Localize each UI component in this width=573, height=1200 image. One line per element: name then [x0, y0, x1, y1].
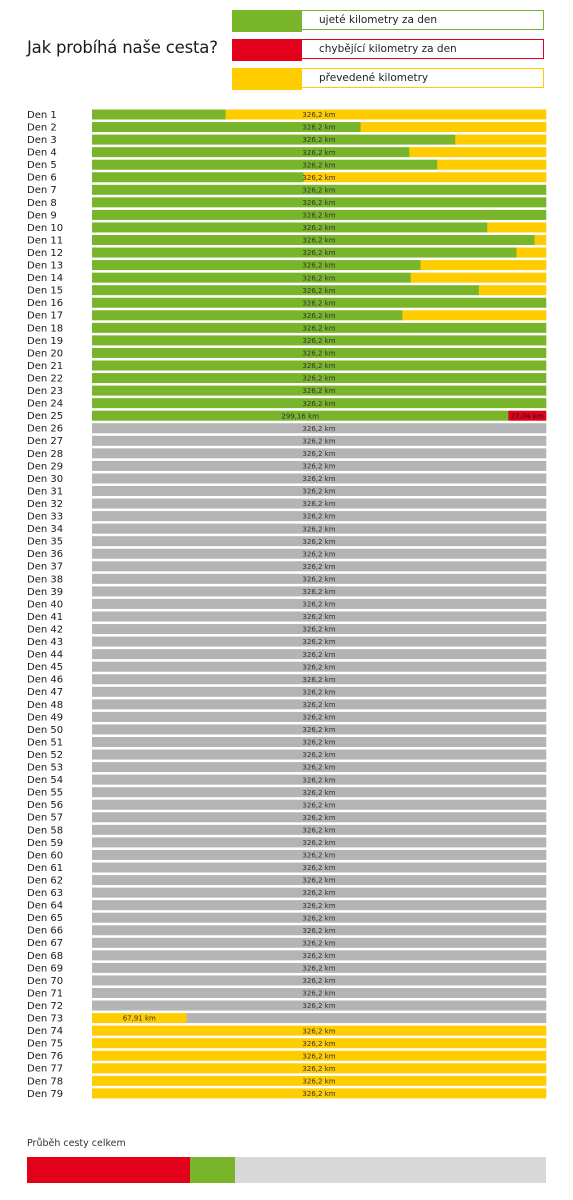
bar-driven-den-17 [92, 310, 403, 320]
bar-value-label-den-5: 326,2 km [302, 161, 336, 170]
day-label-den-31: Den 31 [27, 486, 64, 498]
day-label-den-62: Den 62 [27, 875, 64, 887]
day-label-den-56: Den 56 [27, 800, 64, 812]
day-label-den-23: Den 23 [27, 386, 64, 397]
bar-carried-den-3 [455, 135, 546, 145]
day-label-den-7: Den 7 [27, 185, 57, 197]
day-label-den-47: Den 47 [27, 687, 64, 699]
day-label-den-61: Den 61 [27, 862, 64, 874]
day-label-den-27: Den 27 [27, 436, 64, 448]
bar-carried-den-11 [535, 235, 547, 245]
day-label-den-64: Den 64 [27, 900, 64, 912]
day-label-den-34: Den 34 [27, 524, 64, 536]
bar-value-label-den-31: 326,2 km [302, 487, 336, 496]
day-label-den-15: Den 15 [27, 285, 64, 297]
bar-value-label-den-70: 326,2 km [302, 977, 336, 986]
bar-value-label-den-10: 326,2 km [302, 224, 336, 233]
day-label-den-59: Den 59 [27, 837, 64, 849]
bar-value-label-den-4: 326,2 km [302, 148, 336, 157]
day-label-den-36: Den 36 [27, 549, 64, 561]
day-label-den-72: Den 72 [27, 1000, 64, 1012]
bar-value-label-den-9: 326,2 km [302, 211, 336, 220]
bar-value-label-den-29: 326,2 km [302, 462, 336, 471]
bar-value-label-den-32: 326,2 km [302, 500, 336, 509]
bar-value-label-den-49: 326,2 km [302, 713, 336, 722]
bar-value-label-den-39: 326,2 km [302, 588, 336, 596]
bar-value-label-den-62: 326,2 km [302, 876, 336, 885]
day-label-den-76: Den 76 [27, 1051, 64, 1063]
bar-value-label-den-20: 326,2 km [302, 349, 336, 358]
bar-value-label-den-59: 326,2 km [302, 839, 336, 847]
bar-driven-den-4 [92, 147, 410, 157]
day-label-den-21: Den 21 [27, 360, 64, 372]
bar-value-label-den-58: 326,2 km [302, 826, 336, 835]
day-label-den-19: Den 19 [27, 335, 64, 347]
bar-value-label-den-18: 326,2 km [302, 324, 336, 333]
bar-value-label-den-47: 326,2 km [302, 688, 336, 697]
total-label: Průběh cesty celkem [27, 1138, 126, 1149]
day-label-den-52: Den 52 [27, 749, 64, 761]
bar-value-label-den-43: 326,2 km [302, 638, 336, 647]
bar-value-label-den-75: 326,2 km [302, 1039, 336, 1048]
bar-value-label-den-8: 326,2 km [302, 198, 336, 207]
bar-value-label-den-42: 326,2 km [302, 625, 336, 634]
bar-value-label-den-16: 326,2 km [302, 299, 336, 308]
day-label-den-5: Den 5 [27, 160, 57, 172]
day-label-den-11: Den 11 [27, 235, 64, 247]
day-label-den-38: Den 38 [27, 574, 64, 586]
bar-value-label-den-74: 326,2 km [302, 1027, 336, 1036]
bar-value-label-den-28: 326,2 km [302, 449, 336, 458]
bar-value-label-den-50: 326,2 km [302, 726, 336, 735]
day-label-den-68: Den 68 [27, 950, 64, 962]
bar-value-label-den-46: 326,2 km [302, 675, 336, 684]
bar-driven-den-15 [92, 285, 479, 295]
bar-carried-den-2 [361, 122, 547, 132]
day-label-den-50: Den 50 [27, 724, 64, 736]
bar-value-label-den-45: 326,2 km [302, 663, 336, 672]
day-label-den-18: Den 18 [27, 323, 64, 335]
day-label-den-77: Den 77 [27, 1063, 64, 1075]
day-label-den-71: Den 71 [27, 988, 64, 1000]
bar-value-label-den-12: 326,2 km [302, 249, 336, 258]
bar-value-label-den-25: 299,16 km [281, 412, 319, 421]
day-label-den-70: Den 70 [27, 975, 64, 987]
day-label-den-65: Den 65 [27, 913, 64, 925]
day-label-den-40: Den 40 [27, 599, 64, 611]
day-label-den-20: Den 20 [27, 348, 64, 360]
bar-carried-den-14 [411, 273, 547, 283]
total-segment-red [27, 1157, 190, 1183]
day-label-den-29: Den 29 [27, 461, 64, 473]
bar-carried-den-15 [479, 285, 546, 295]
day-label-den-33: Den 33 [27, 511, 64, 523]
day-label-den-79: Den 79 [27, 1088, 64, 1100]
bar-value-label-den-24: 326,2 km [302, 399, 336, 408]
day-label-den-35: Den 35 [27, 536, 64, 548]
bar-value-label-den-51: 326,2 km [302, 738, 336, 747]
day-label-den-17: Den 17 [27, 310, 64, 322]
day-label-den-39: Den 39 [27, 586, 64, 598]
day-label-den-13: Den 13 [27, 260, 64, 272]
bar-value-label-den-13: 326,2 km [302, 261, 336, 270]
bar-value-label-den-54: 326,2 km [302, 776, 336, 785]
bar-value-label-den-66: 326,2 km [302, 926, 336, 935]
day-label-den-57: Den 57 [27, 812, 64, 824]
bar-value-label-den-21: 326,2 km [302, 362, 336, 371]
bar-value-label-den-52: 326,2 km [302, 751, 336, 760]
day-label-den-78: Den 78 [27, 1076, 64, 1088]
bar-value-label-den-6: 326,2 km [302, 173, 336, 182]
day-label-den-3: Den 3 [27, 135, 57, 146]
bar-value-label-den-37: 326,2 km [302, 562, 336, 571]
bar-value-label-den-11: 326,2 km [302, 236, 336, 245]
day-label-den-32: Den 32 [27, 498, 64, 510]
bar-value-label-den-63: 326,2 km [302, 889, 336, 898]
bar-value-label-den-23: 326,2 km [302, 387, 336, 396]
bar-value-label-den-22: 326,2 km [302, 374, 336, 383]
legend-label-carried: převedené kilometry [319, 72, 429, 84]
bar-carried-den-6 [304, 172, 547, 182]
page-title: Jak probíhá naše cesta? [27, 38, 218, 57]
day-label-den-75: Den 75 [27, 1038, 64, 1050]
day-label-den-46: Den 46 [27, 674, 64, 686]
day-label-den-67: Den 67 [27, 938, 64, 950]
total-segment-gray [235, 1157, 546, 1183]
day-label-den-22: Den 22 [27, 373, 64, 385]
total-segment-green [190, 1157, 234, 1183]
day-label-den-2: Den 2 [27, 122, 57, 134]
day-label-den-24: Den 24 [27, 398, 64, 410]
day-label-den-42: Den 42 [27, 624, 64, 636]
day-label-den-26: Den 26 [27, 423, 64, 435]
bar-value-label-den-33: 326,2 km [302, 512, 336, 521]
bar-value-label-den-79: 326,2 km [302, 1090, 336, 1098]
bar-value-label-den-60: 326,2 km [302, 851, 336, 860]
day-label-den-41: Den 41 [27, 611, 64, 623]
day-label-den-10: Den 10 [27, 222, 64, 234]
bar-driven-den-6 [92, 172, 304, 182]
bar-value-label-den-26: 326,2 km [302, 424, 336, 433]
bar-value-label-den-73: 67,91 km [122, 1014, 156, 1023]
bar-value-label-den-38: 326,2 km [302, 575, 336, 584]
bar-carried-den-1 [226, 110, 547, 120]
bar-carried-den-12 [516, 248, 546, 258]
bar-value-label-den-53: 326,2 km [302, 763, 336, 772]
bar-value-label-den-77: 326,2 km [302, 1064, 336, 1073]
bar-value-label-den-14: 326,2 km [302, 274, 336, 283]
day-label-den-49: Den 49 [27, 712, 64, 724]
bar-carried-den-10 [487, 222, 546, 232]
bar-value-label-den-15: 326,2 km [302, 286, 336, 295]
day-label-den-48: Den 48 [27, 699, 64, 711]
day-label-den-55: Den 55 [27, 787, 64, 799]
bar-value-label-den-64: 326,2 km [302, 901, 336, 910]
bar-value-label-den-2: 326,2 km [302, 123, 336, 132]
day-label-den-43: Den 43 [27, 637, 64, 648]
day-label-den-14: Den 14 [27, 273, 64, 285]
day-label-den-25: Den 25 [27, 411, 64, 423]
bar-driven-den-1 [92, 110, 226, 120]
bar-value-label-den-65: 326,2 km [302, 914, 336, 923]
day-label-den-73: Den 73 [27, 1013, 64, 1025]
bar-value-label-den-61: 326,2 km [302, 864, 336, 873]
bar-value-label-den-36: 326,2 km [302, 550, 336, 559]
day-label-den-54: Den 54 [27, 775, 64, 787]
bar-value-label-den-55: 326,2 km [302, 788, 336, 797]
day-label-den-53: Den 53 [27, 762, 64, 774]
day-label-den-63: Den 63 [27, 888, 64, 899]
bar-driven-den-3 [92, 135, 456, 145]
day-label-den-74: Den 74 [27, 1026, 64, 1038]
day-label-den-30: Den 30 [27, 473, 64, 485]
day-label-den-8: Den 8 [27, 197, 57, 209]
bar-carried-den-13 [420, 260, 546, 270]
bar-value-label-den-76: 326,2 km [302, 1052, 336, 1061]
day-label-den-60: Den 60 [27, 850, 64, 862]
bar-value-label-den-57: 326,2 km [302, 813, 336, 822]
day-label-den-66: Den 66 [27, 925, 64, 937]
bar-value-label-den-71: 326,2 km [302, 989, 336, 998]
bar-driven-den-14 [92, 273, 411, 283]
bar-driven-den-13 [92, 260, 421, 270]
bar-value-label-den-56: 326,2 km [302, 801, 336, 810]
bar-value-label-den-27: 326,2 km [302, 437, 336, 446]
day-label-den-51: Den 51 [27, 737, 64, 749]
total-progress-bar [27, 1157, 546, 1183]
bar-value-label-den-48: 326,2 km [302, 700, 336, 709]
bar-value-label-den-1: 326,2 km [302, 111, 336, 120]
day-label-den-28: Den 28 [27, 448, 64, 460]
day-label-den-12: Den 12 [27, 247, 64, 259]
bar-value-label-den-41: 326,2 km [302, 613, 336, 622]
bar-carried-den-4 [409, 147, 546, 157]
day-label-den-44: Den 44 [27, 649, 64, 661]
bar-planned-den-73 [187, 1013, 547, 1023]
bar-value-label-den-40: 326,2 km [302, 600, 336, 609]
bar-value-label-den-30: 326,2 km [302, 475, 336, 484]
day-label-den-69: Den 69 [27, 963, 64, 975]
bar-value-label-den-35: 326,2 km [302, 537, 336, 546]
day-label-den-9: Den 9 [27, 210, 57, 222]
day-label-den-4: Den 4 [27, 147, 57, 159]
legend-label-driven: ujeté kilometry za den [319, 14, 438, 26]
bar-value-label-den-78: 326,2 km [302, 1077, 336, 1086]
bar-value-label-den-69: 326,2 km [302, 964, 336, 973]
bar-value-label-den-34: 326,2 km [302, 525, 336, 534]
bar-value-label-den-3: 326,2 km [302, 136, 336, 145]
bar-driven-den-5 [92, 160, 437, 170]
bar-carried-den-17 [402, 310, 546, 320]
bar-value-label-den-72: 326,2 km [302, 1002, 336, 1011]
bar-carried-den-5 [437, 160, 546, 170]
bar-driven-den-10 [92, 222, 488, 232]
missing-value-label-den-25: 27,04 km [510, 412, 544, 421]
bar-value-label-den-7: 326,2 km [302, 186, 336, 195]
bar-value-label-den-44: 326,2 km [302, 650, 336, 659]
day-label-den-16: Den 16 [27, 298, 64, 310]
day-label-den-6: Den 6 [27, 172, 57, 184]
bar-value-label-den-67: 326,2 km [302, 939, 336, 948]
day-label-den-1: Den 1 [27, 109, 57, 121]
bar-value-label-den-19: 326,2 km [302, 337, 336, 345]
day-label-den-45: Den 45 [27, 662, 64, 674]
legend-label-missing: chybějící kilometry za den [319, 43, 457, 55]
day-label-den-58: Den 58 [27, 825, 64, 837]
bar-value-label-den-68: 326,2 km [302, 951, 336, 960]
day-label-den-37: Den 37 [27, 561, 64, 573]
bar-value-label-den-17: 326,2 km [302, 311, 336, 320]
